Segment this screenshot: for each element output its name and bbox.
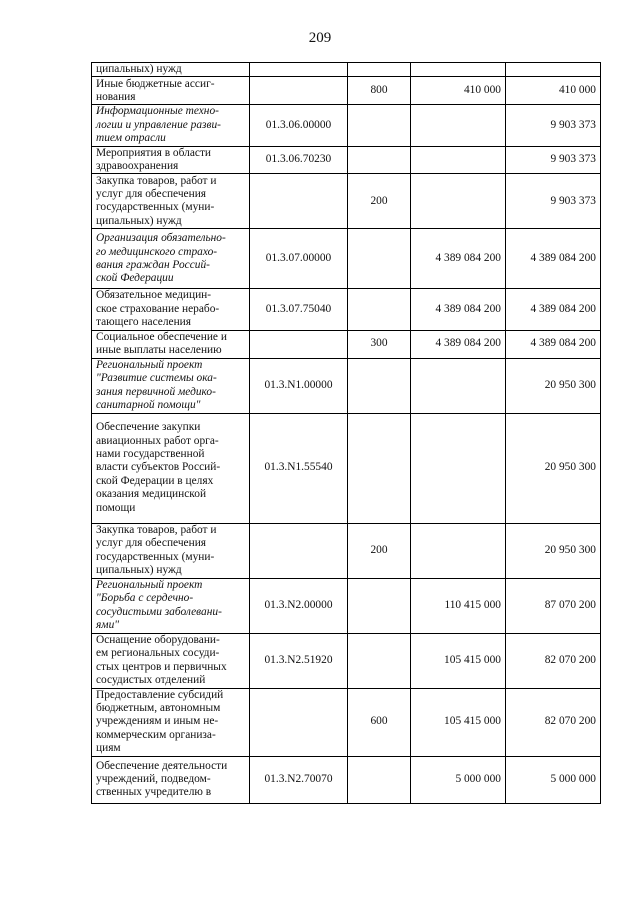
expense-type-cell: 300 [348,330,411,358]
expense-name-cell: Мероприятия в области здравоохранения [92,146,250,174]
budget-table [91,62,601,804]
table-row [92,63,601,77]
expense-type-cell [348,578,411,633]
expense-name-cell: ципальных) нужд [92,63,250,77]
amount-year1-cell: 105 415 000 [411,688,506,756]
target-code-cell [250,174,348,229]
expense-type-cell [348,289,411,330]
amount-year1-cell [411,63,506,77]
expense-name-cell: Обеспечение деятельности учреждений, подведом- ственных учредителю в [92,756,250,803]
expense-name-cell: Информационные техно- логии и управление разви- тием отрасли [92,105,250,146]
table-row [92,688,601,756]
expense-name-cell: Обязательное медицин- ское страхование нерабо- тающего населения [92,289,250,330]
expense-type-cell: 600 [348,688,411,756]
expense-type-cell [348,105,411,146]
amount-year1-cell: 4 389 084 200 [411,229,506,289]
table-row [92,174,601,229]
target-code-cell [250,77,348,105]
target-code-cell [250,330,348,358]
amount-year2-cell: 82 070 200 [506,688,601,756]
target-code-cell: 01.3.07.75040 [250,289,348,330]
expense-name-cell: Региональный проект "Борьба с сердечно- сосудистыми заболевани- ями" [92,578,250,633]
table-row [92,105,601,146]
amount-year2-cell: 4 389 084 200 [506,330,601,358]
expense-type-cell [348,756,411,803]
expense-name-cell: Оснащение оборудовани- ем региональных сосуди- стых центров и первичных сосудистых отделений [92,633,250,688]
expense-name-cell: Социальное обеспечение и иные выплаты населению [92,330,250,358]
table-row [92,413,601,523]
target-code-cell: 01.3.06.70230 [250,146,348,174]
amount-year1-cell [411,413,506,523]
expense-type-cell: 800 [348,77,411,105]
amount-year2-cell: 20 950 300 [506,523,601,578]
expense-name-cell: Иные бюджетные ассиг- нования [92,77,250,105]
table-row [92,146,601,174]
table-row [92,330,601,358]
expense-name-cell: Предоставление субсидий бюджетным, автономным учреждениям и иным не- коммерческим организа- циям [92,688,250,756]
table-row [92,756,601,803]
table-row [92,77,601,105]
expense-name-cell: Закупка товаров, работ и услуг для обеспечения государственных (муни- ципальных) нужд [92,174,250,229]
expense-type-cell [348,63,411,77]
target-code-cell [250,63,348,77]
target-code-cell: 01.3.N2.00000 [250,578,348,633]
expense-name-cell: Региональный проект "Развитие системы ока- зания первичной медико- санитарной помощи" [92,358,250,413]
table-row [92,523,601,578]
page-number: 209 [308,30,332,46]
target-code-cell: 01.3.N1.55540 [250,413,348,523]
target-code-cell: 01.3.N2.70070 [250,756,348,803]
amount-year2-cell [506,63,601,77]
table-row [92,289,601,330]
table-row [92,633,601,688]
target-code-cell: 01.3.N1.00000 [250,358,348,413]
amount-year2-cell: 20 950 300 [506,358,601,413]
expense-type-cell [348,146,411,174]
amount-year1-cell: 5 000 000 [411,756,506,803]
amount-year1-cell: 4 389 084 200 [411,289,506,330]
amount-year2-cell: 87 070 200 [506,578,601,633]
target-code-cell [250,523,348,578]
amount-year2-cell: 9 903 373 [506,146,601,174]
amount-year2-cell: 82 070 200 [506,633,601,688]
amount-year2-cell: 9 903 373 [506,105,601,146]
amount-year1-cell: 105 415 000 [411,633,506,688]
table-row [92,229,601,289]
expense-type-cell [348,413,411,523]
expense-type-cell [348,633,411,688]
expense-type-cell [348,358,411,413]
amount-year2-cell: 5 000 000 [506,756,601,803]
amount-year1-cell [411,523,506,578]
expense-name-cell: Организация обязательно- го медицинского страхо- вания граждан Россий- ской Федерации [92,229,250,289]
table-row [92,578,601,633]
expense-name-cell: Закупка товаров, работ и услуг для обеспечения государственных (муни- ципальных) нужд [92,523,250,578]
target-code-cell: 01.3.06.00000 [250,105,348,146]
expense-type-cell: 200 [348,174,411,229]
table-row [92,358,601,413]
amount-year2-cell: 410 000 [506,77,601,105]
amount-year1-cell: 410 000 [411,77,506,105]
expense-name-cell: Обеспечение закупки авиационных работ орга- нами государственной власти субъектов Россий- ской Федерации в целях оказания медицинской помощи [92,413,250,523]
target-code-cell: 01.3.07.00000 [250,229,348,289]
amount-year1-cell [411,174,506,229]
amount-year1-cell [411,105,506,146]
amount-year2-cell: 20 950 300 [506,413,601,523]
target-code-cell [250,688,348,756]
target-code-cell: 01.3.N2.51920 [250,633,348,688]
amount-year1-cell [411,358,506,413]
budget-table-body [92,63,601,804]
amount-year1-cell [411,146,506,174]
expense-type-cell [348,229,411,289]
amount-year2-cell: 4 389 084 200 [506,229,601,289]
expense-type-cell: 200 [348,523,411,578]
amount-year1-cell: 4 389 084 200 [411,330,506,358]
amount-year1-cell: 110 415 000 [411,578,506,633]
amount-year2-cell: 4 389 084 200 [506,289,601,330]
amount-year2-cell: 9 903 373 [506,174,601,229]
